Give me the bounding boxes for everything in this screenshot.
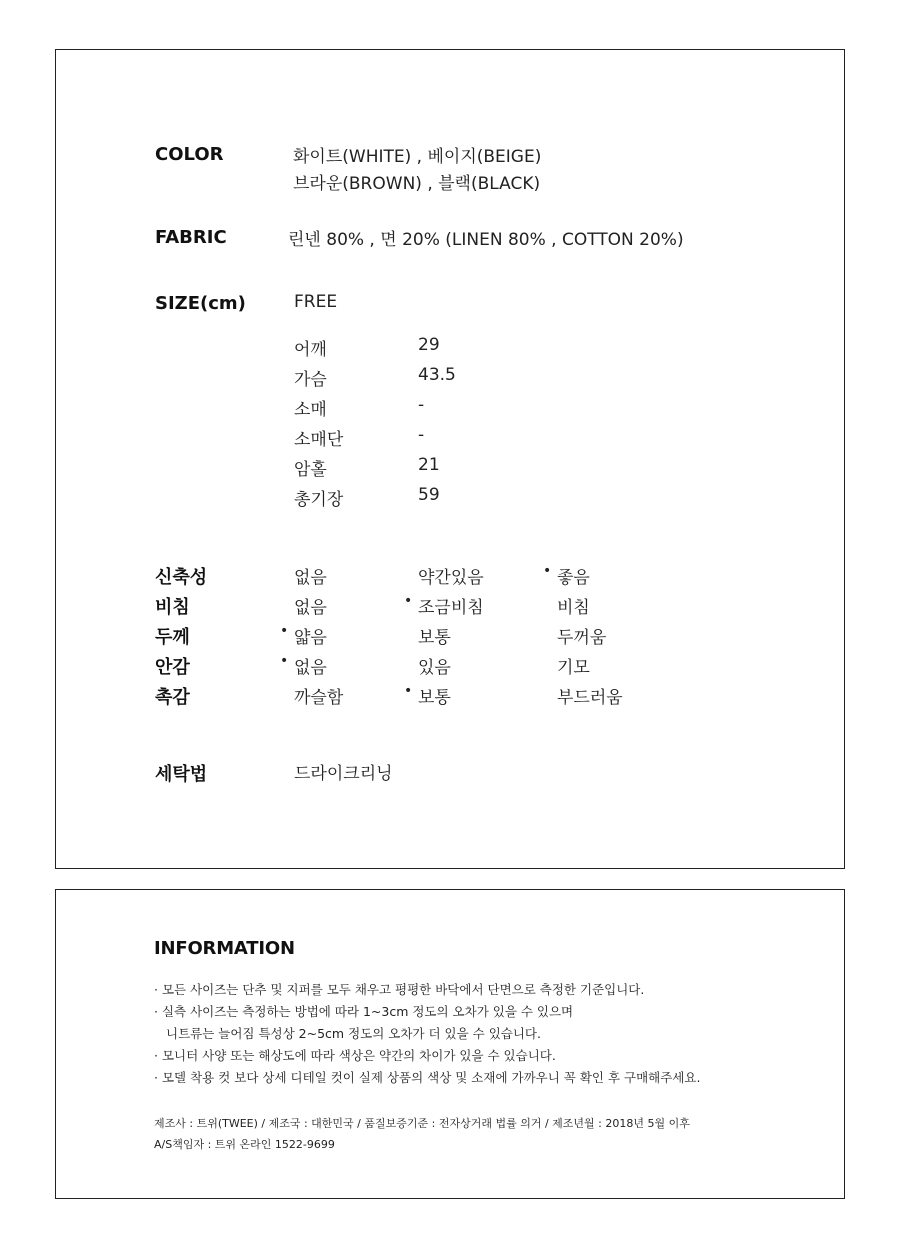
attr-option: • 보통 (404, 683, 451, 708)
selected-bullet-icon: • (404, 683, 413, 699)
size-row-value: - (418, 425, 425, 445)
size-name: FREE (294, 292, 338, 312)
as-contact-info: A/S책임자 : 트위 온라인 1522-9699 (154, 1138, 335, 1151)
info-line: · 실측 사이즈는 측정하는 방법에 따라 1~3cm 정도의 오차가 있을 수 있으며 (154, 1004, 574, 1019)
manufacturer-info: 제조사 : 트위(TWEE) / 제조국 : 대한민국 / 품질보증기준 : 전자상거래 법률 의거 / 제조년월 : 2018년 5월 이후 (154, 1117, 690, 1130)
selected-bullet-icon: • (280, 623, 289, 639)
size-row-value: 29 (418, 335, 440, 355)
selected-bullet-icon: • (404, 593, 413, 609)
fabric-value: 린넨 80% , 면 20% (LINEN 80% , COTTON 20%) (288, 230, 684, 250)
attr-label-stretch: 신축성 (155, 567, 208, 588)
attr-label-sheerness: 비침 (155, 597, 190, 618)
attr-option: 부드러움 (557, 688, 623, 708)
size-row-name: 소매 (294, 400, 327, 420)
information-title: INFORMATION (154, 938, 295, 959)
info-line: · 모든 사이즈는 단추 및 지퍼를 모두 채우고 평평한 바닥에서 단면으로 측정한 기준입니다. (154, 982, 645, 997)
attr-label-lining: 안감 (155, 657, 190, 678)
attr-option: 까슬함 (294, 688, 344, 708)
info-line: · 모니터 사양 또는 해상도에 따라 색상은 약간의 차이가 있을 수 있습니다. (154, 1048, 556, 1063)
attr-option: 기모 (557, 658, 590, 678)
size-row-value: 43.5 (418, 365, 456, 385)
attr-option: • 없음 (280, 653, 327, 678)
attr-option: 있음 (418, 658, 451, 678)
attr-label-thickness: 두께 (155, 627, 190, 648)
info-line: 니트류는 늘어짐 특성상 2~5cm 정도의 오차가 더 있을 수 있습니다. (166, 1026, 541, 1041)
washing-value: 드라이크리닝 (294, 764, 393, 784)
selected-bullet-icon: • (543, 563, 552, 579)
size-row-value: 59 (418, 485, 440, 505)
size-row-name: 가슴 (294, 370, 327, 390)
information-panel (55, 889, 845, 1199)
size-label: SIZE(cm) (155, 293, 246, 314)
attr-option: • 얇음 (280, 623, 327, 648)
attr-option: 없음 (294, 598, 327, 618)
attr-option: • 조금비침 (404, 593, 484, 618)
size-row-name: 어깨 (294, 340, 327, 360)
attr-option: 없음 (294, 568, 327, 588)
size-row-name: 소매단 (294, 430, 344, 450)
color-label: COLOR (155, 144, 224, 165)
size-row-value: - (418, 395, 425, 415)
attr-option: 비침 (557, 598, 590, 618)
attr-option: 약간있음 (418, 568, 484, 588)
size-row-value: 21 (418, 455, 440, 475)
size-row-name: 총기장 (294, 490, 344, 510)
attr-option: 두꺼움 (557, 628, 607, 648)
info-line: · 모델 착용 컷 보다 상세 디테일 컷이 실제 상품의 색상 및 소재에 가까우니 꼭 확인 후 구매해주세요. (154, 1070, 701, 1085)
fabric-label: FABRIC (155, 227, 227, 248)
size-row-name: 암홀 (294, 460, 327, 480)
selected-bullet-icon: • (280, 653, 289, 669)
attr-option: • 좋음 (543, 563, 590, 588)
attr-option: 보통 (418, 628, 451, 648)
color-value-line2: 브라운(BROWN) , 블랙(BLACK) (293, 174, 541, 194)
attr-label-texture: 촉감 (155, 687, 190, 708)
washing-label: 세탁법 (155, 764, 208, 785)
color-value-line1: 화이트(WHITE) , 베이지(BEIGE) (293, 147, 542, 167)
